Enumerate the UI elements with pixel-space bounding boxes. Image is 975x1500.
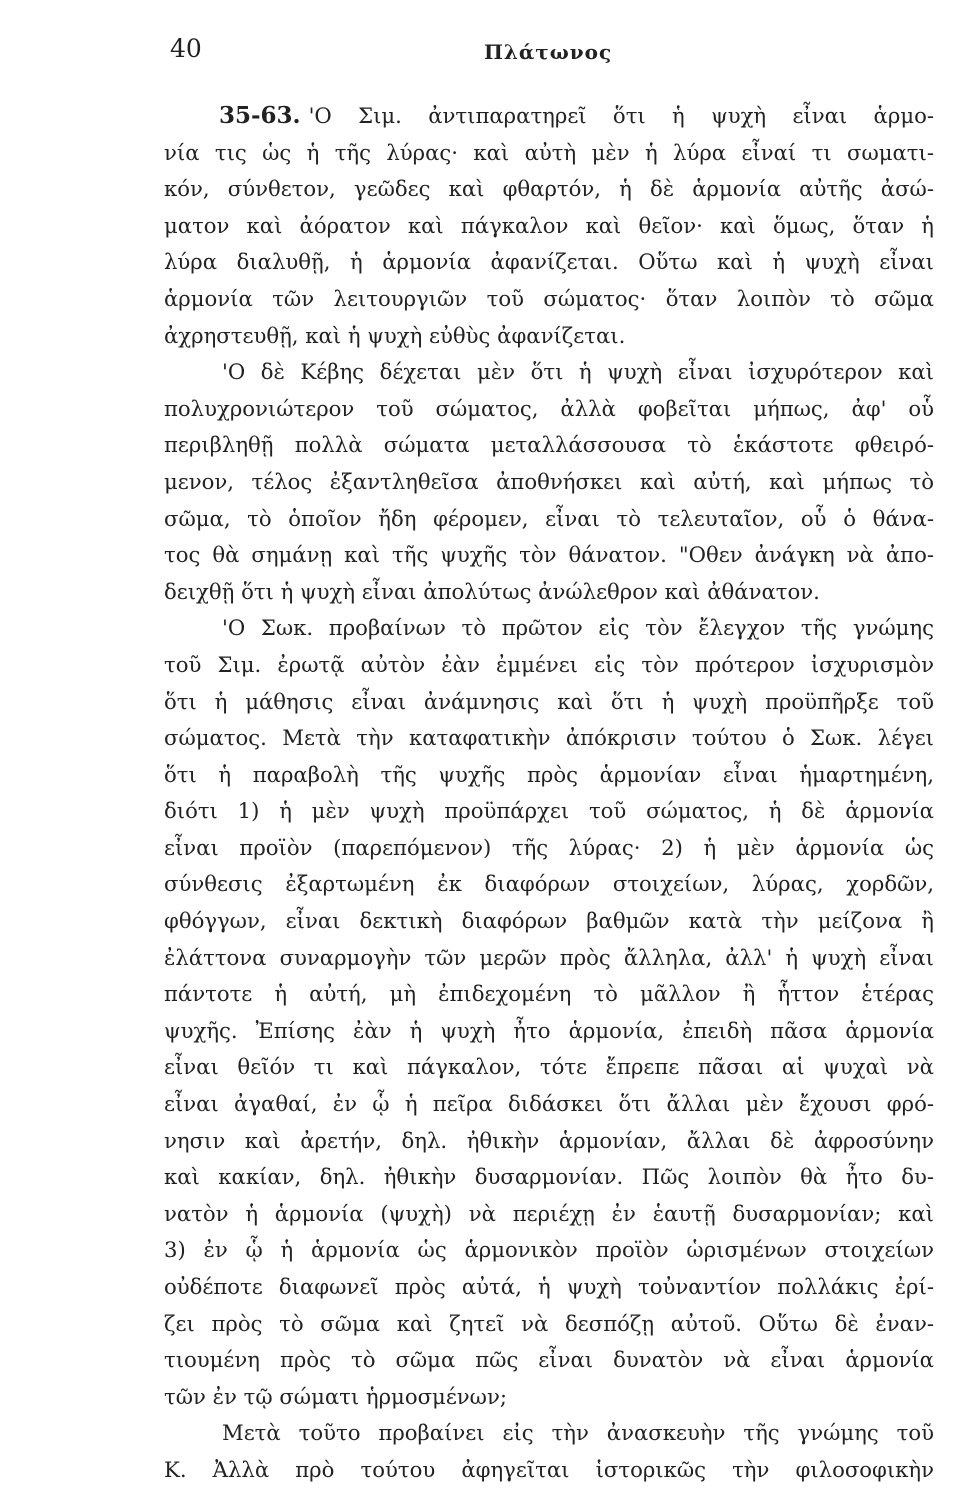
text-line: Κ. Ἀλλὰ πρὸ τούτου ἀφηγεῖται ἱστορικῶς τὴν φιλοσοφικὴν: [164, 1456, 934, 1482]
text-line: 'Ο δὲ Κέβης δέχεται μὲν ὅτι ἡ ψυχὴ εἶναι ἰσχυρότερον καὶ: [222, 359, 934, 385]
section-number: 35-63.: [219, 102, 301, 129]
text-line: νία τις ὡς ἡ τῆς λύρας· καὶ αὐτὴ μὲν ἡ λύρα εἶναί τι σωματι-: [164, 139, 934, 165]
text-line: ἐλάττονα συναρμογὴν τῶν μερῶν πρὸς ἄλληλα, ἀλλ' ἡ ψυχὴ εἶναι: [164, 944, 934, 970]
text-line: τοῦ Σιμ. ἐρωτᾷ αὐτὸν ἐὰν ἐμμένει εἰς τὸν πρότερον ἰσχυρισμὸν: [164, 651, 934, 677]
text-line: ζει πρὸς τὸ σῶμα καὶ ζητεῖ νὰ δεσπόζῃ αὐτοῦ. Οὕτω δὲ ἐναν-: [164, 1310, 934, 1336]
text-line: [164, 98, 934, 135]
text-line: οὐδέποτε διαφωνεῖ πρὸς αὐτά, ἡ ψυχὴ τοὐναντίον πολλάκις ἐρί-: [164, 1274, 934, 1299]
text-line: ματον καὶ ἀόρατον καὶ πάγκαλον καὶ θεῖον· καὶ ὅμως, ὅταν ἡ: [164, 212, 934, 238]
text-line: ὅτι ἡ μάθησις εἶναι ἀνάμνησις καὶ ὅτι ἡ ψυχὴ προϋπῆρξε τοῦ: [164, 688, 934, 714]
running-title: Πλάτωνος: [484, 40, 613, 64]
body-text: [164, 98, 934, 1489]
text-line: 3) ἐν ᾧ ἡ ἁρμονία ὡς ἁρμονικὸν προϊὸν ὡρισμένων στοιχείων: [164, 1237, 934, 1263]
text-line: νησιν καὶ ἀρετήν, δηλ. ἠθικὴν ἁρμονίαν, ἄλλαι δὲ ἀφροσύνην: [164, 1127, 934, 1153]
text-line: φθόγγων, εἶναι δεκτικὴ διαφόρων βαθμῶν κατὰ τὴν μείζονα ἢ: [164, 908, 934, 934]
text-line: τῶν ἐν τῷ σώματι ἡρμοσμένων;: [164, 1383, 507, 1409]
text-line: περιβληθῇ πολλὰ σώματα μεταλλάσσουσα τὸ ἑκάστοτε φθειρό-: [164, 432, 934, 458]
text-line: εἶναι προϊὸν (παρεπόμενον) τῆς λύρας· 2) ἡ μὲν ἁρμονία ὡς: [164, 834, 934, 860]
text-line: ἁρμονία τῶν λειτουργιῶν τοῦ σώματος· ὅταν λοιπὸν τὸ σῶμα: [164, 285, 934, 311]
line-text: 'Ο Σιμ. ἀντιπαρατηρεῖ ὅτι ἡ ψυχὴ εἶναι ἁρμο-: [308, 103, 934, 128]
text-line: τος θὰ σημάνῃ καὶ τῆς ψυχῆς τὸν θάνατον. "Οθεν ἀνάγκη νὰ ἀπο-: [164, 542, 934, 568]
text-line: ἀχρηστευθῇ, καὶ ἡ ψυχὴ εὐθὺς ἀφανίζεται.: [164, 322, 626, 348]
text-line: κόν, σύνθετον, γεῶδες καὶ φθαρτόν, ἡ δὲ ἁρμονία αὐτῆς ἀσώ-: [164, 176, 934, 202]
text-line: τιουμένη πρὸς τὸ σῶμα πῶς εἶναι δυνατὸν νὰ εἶναι ἁρμονία: [164, 1347, 934, 1373]
text-line: εἶναι ἀγαθαί, ἐν ᾧ ἡ πεῖρα διδάσκει ὅτι ἄλλαι μὲν ἔχουσι φρό-: [164, 1091, 934, 1117]
text-line: εἶναι θεῖόν τι καὶ πάγκαλον, τότε ἔπρεπε πᾶσαι αἱ ψυχαὶ νὰ: [164, 1054, 934, 1080]
text-line: λύρα διαλυθῇ, ἡ ἁρμονία ἀφανίζεται. Οὕτω καὶ ἡ ψυχὴ εἶναι: [164, 249, 934, 275]
text-line: καὶ κακίαν, δηλ. ἠθικὴν δυσαρμονίαν. Πῶς λοιπὸν θὰ ἦτο δυ-: [164, 1164, 934, 1190]
text-line: δειχθῇ ὅτι ἡ ψυχὴ εἶναι ἀπολύτως ἀνώλεθρον καὶ ἀθάνατον.: [164, 578, 820, 604]
text-line: 'Ο Σωκ. προβαίνων τὸ πρῶτον εἰς τὸν ἔλεγχον τῆς γνώμης: [222, 615, 934, 641]
text-line: μενον, τέλος ἐξαντληθεῖσα ἀποθνήσκει καὶ αὐτή, καὶ μήπως τὸ: [164, 468, 934, 494]
text-line: σώματος. Μετὰ τὴν καταφατικὴν ἀπόκρισιν τούτου ὁ Σωκ. λέγει: [164, 725, 934, 751]
text-line: σύνθεσις ἐξαρτωμένη ἐκ διαφόρων στοιχείων, λύρας, χορδῶν,: [164, 871, 934, 897]
text-line: Μετὰ τοῦτο προβαίνει εἰς τὴν ἀνασκευὴν τῆς γνώμης τοῦ: [222, 1420, 934, 1446]
text-line: σῶμα, τὸ ὁποῖον ἤδη φέρομεν, εἶναι τὸ τελευταῖον, οὗ ὁ θάνα-: [164, 505, 934, 531]
text-line: πάντοτε ἡ αὐτή, μὴ ἐπιδεχομένη τὸ μᾶλλον ἢ ἧττον ἑτέρας: [164, 981, 934, 1007]
page-number: 40: [170, 34, 202, 63]
text-line: ὅτι ἡ παραβολὴ τῆς ψυχῆς πρὸς ἁρμονίαν εἶναι ἡμαρτημένη,: [164, 761, 934, 787]
text-line: πολυχρονιώτερον τοῦ σώματος, ἀλλὰ φοβεῖται μήπως, ἀφ' οὗ: [164, 395, 934, 421]
text-line: διότι 1) ἡ μὲν ψυχὴ προϋπάρχει τοῦ σώματος, ἡ δὲ ἁρμονία: [164, 798, 934, 824]
text-line: νατὸν ἡ ἁρμονία (ψυχὴ) νὰ περιέχῃ ἐν ἑαυτῇ δυσαρμονίαν; καὶ: [164, 1200, 934, 1226]
text-line: ψυχῆς. Ἐπίσης ἐὰν ἡ ψυχὴ ἦτο ἁρμονία, ἐπειδὴ πᾶσα ἁρμονία: [164, 1017, 934, 1043]
